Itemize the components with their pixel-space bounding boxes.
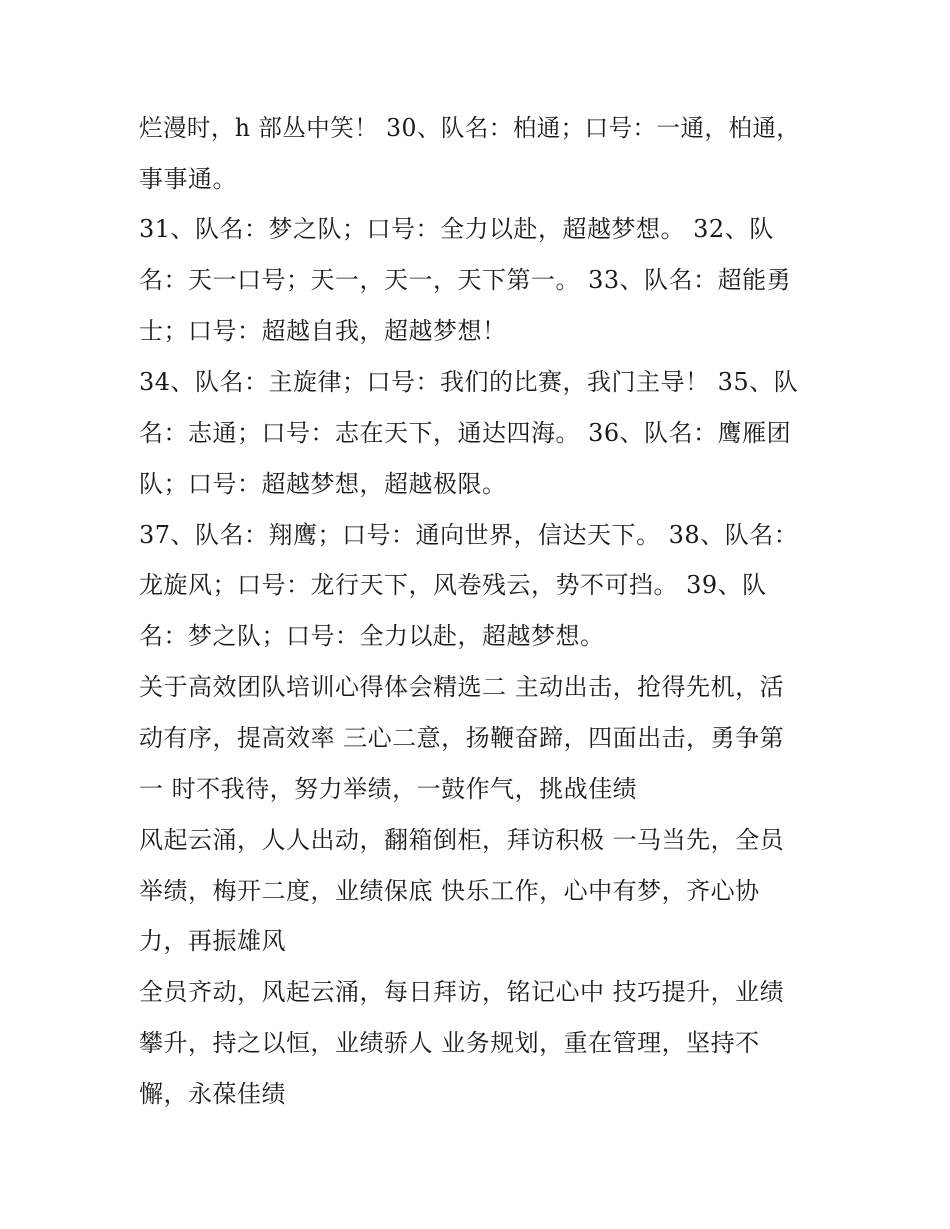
text-line: 37、队名：翔鹰；口号：通向世界，信达天下。 38、队名： bbox=[139, 521, 799, 549]
text-line: 事事通。 bbox=[139, 165, 237, 193]
text-line: 龙旋风；口号：龙行天下，风卷残云，势不可挡。 39、队 bbox=[139, 571, 767, 599]
text-line: 队；口号：超越梦想，超越极限。 bbox=[139, 470, 507, 498]
text-line: 力，再振雄风 bbox=[139, 927, 286, 955]
text-line: 名：天一口号；天一，天一，天下第一。 33、队名：超能勇 bbox=[139, 266, 792, 294]
text-line: 士；口号：超越自我，超越梦想！ bbox=[139, 317, 507, 345]
text-line: 全员齐动，风起云涌，每日拜访，铭记心中 技巧提升，业绩 bbox=[139, 978, 785, 1006]
text-line: 风起云涌，人人出动，翻箱倒柜，拜访积极 一马当先，全员 bbox=[139, 826, 785, 854]
text-line: 烂漫时，h 部丛中笑！ 30、队名：柏通；口号：一通，柏通， bbox=[139, 114, 801, 142]
text-line: 一 时不我待，努力举绩，一鼓作气，挑战佳绩 bbox=[139, 775, 638, 803]
text-line: 懈，永葆佳绩 bbox=[139, 1080, 286, 1108]
text-line: 攀升，持之以恒，业绩骄人 业务规划，重在管理，坚持不 bbox=[139, 1029, 760, 1057]
text-line: 动有序，提高效率 三心二意，扬鞭奋蹄，四面出击，勇争第 bbox=[139, 724, 785, 752]
text-line: 31、队名：梦之队；口号：全力以赴，超越梦想。 32、队 bbox=[139, 215, 774, 243]
text-line: 名：梦之队；口号：全力以赴，超越梦想。 bbox=[139, 622, 605, 650]
text-line: 名：志通；口号：志在天下，通达四海。 36、队名：鹰雁团 bbox=[139, 419, 792, 447]
text-line: 34、队名：主旋律；口号：我们的比赛，我门主导！ 35、队 bbox=[139, 368, 799, 396]
text-line: 举绩，梅开二度，业绩保底 快乐工作，心中有梦，齐心协 bbox=[139, 877, 760, 905]
text-line: 关于高效团队培训心得体会精选二 主动出击，抢得先机，活 bbox=[139, 673, 785, 701]
